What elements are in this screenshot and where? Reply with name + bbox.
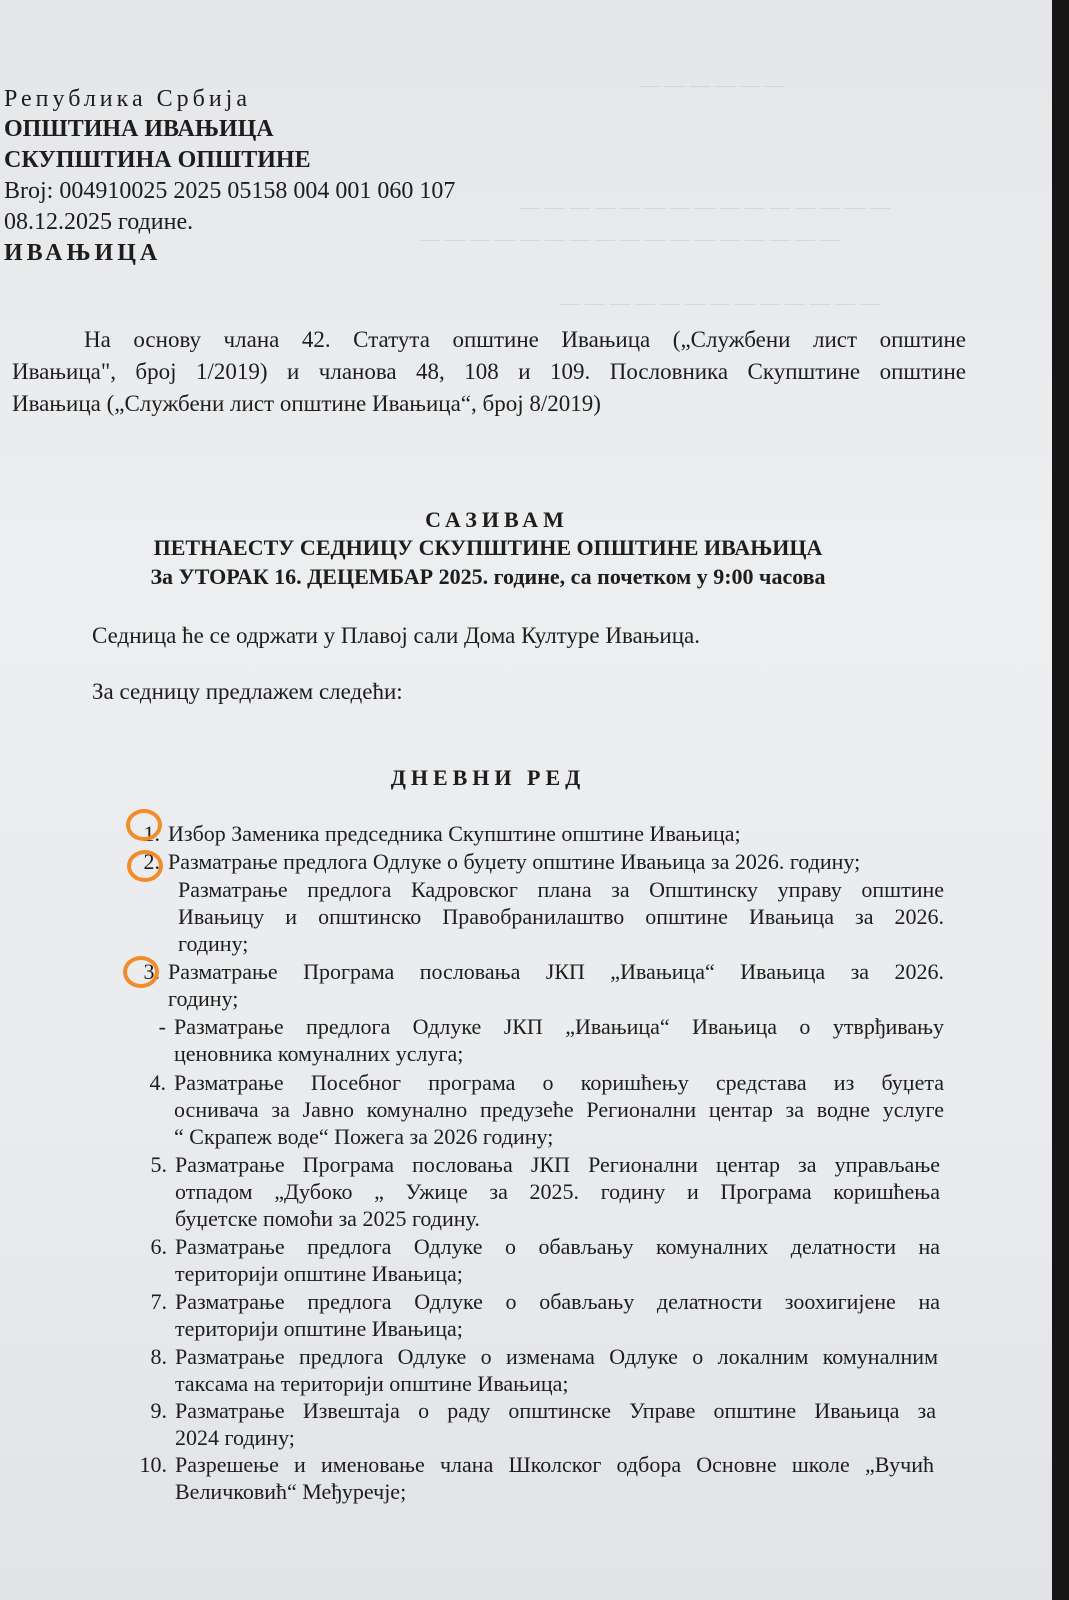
agenda-intro: За седницу предлажем следећи: [92,679,403,704]
agenda-item [136,1069,944,1150]
agenda-item-text [178,876,944,957]
agenda-item [137,1233,940,1287]
agenda-item-line: ценовника комуналних услуга; [174,1041,464,1066]
annotation-circle [126,809,162,841]
agenda-item [137,1151,940,1232]
bleed-through: — — — — — — — — — — — — — — — [520,196,890,218]
agenda-item-line: “ Скрапеж воде“ Пожега за 2026 годину; [174,1124,554,1149]
agenda-item-number: 3. [143,959,160,984]
agenda-item-text [175,1233,940,1287]
agenda-item-line: Разматрање предлога Одлуке о изменама Одлуке о локалним комуналним [175,1344,938,1369]
preamble-line: Ивањица („Службени лист општине Ивањица“, број 8/2019) [12,391,601,416]
agenda-item-line: Разматрање Програма пословања ЈКП Регионални центар за управљање [175,1152,940,1177]
agenda-item-line: годину; [178,931,249,956]
agenda-item-number: 4. [149,1070,166,1095]
agenda-item-line: Разматрање предлога Одлуке ЈКП „Ивањица“ Ивањица о утврђивању [174,1014,944,1039]
agenda-item-line: Ивањицу и општинско Правобранилаштво општине Ивањица за 2026. [178,904,944,929]
agenda-item-text [175,1151,940,1232]
session-venue: Седница ће се одржати у Плавој сали Дома Културе Ивањица. [92,623,700,648]
agenda-item-line: 2024 годину; [175,1425,295,1450]
preamble-line: На основу члана 42. Статута општине Ивањица („Службени лист општине [84,327,966,352]
agenda-item-text [175,1397,936,1451]
bleed-through: — — — — — — [640,74,785,96]
agenda-item-line: територији општине Ивањица; [175,1261,463,1286]
bleed-through: — — — — — — — — — — — — — — — — — [420,228,840,250]
agenda-item-line: оснивача за Јавно комунално предузеће Регионални центар за водне услуге [174,1097,944,1122]
document-number: Broj: 004910025 2025 05158 004 001 060 107 [4,178,456,204]
assembly-name: СКУПШТИНА ОПШТИНЕ [4,147,311,173]
agenda-item-number: 5. [150,1152,167,1177]
session-datetime: За УТОРАК 16. ДЕЦЕМБАР 2025. године, са почетком у 9:00 часова [150,564,826,589]
agenda-item-line: отпадом „Дубоко „ Ужице за 2025. годину и Програма коришћења [175,1179,940,1204]
agenda-item-line: буџетске помоћи за 2025 годину. [175,1206,480,1231]
agenda-item-text [175,1343,938,1397]
document-date: 08.12.2025 године. [4,209,194,235]
agenda-item-number: 1. [143,821,160,846]
agenda-item-number: 6. [150,1234,167,1259]
agenda-item-number: - [158,1014,166,1039]
agenda-item-line: Разматрање предлога Одлуке о буџету општине Ивањица за 2026. годину; [168,849,861,874]
agenda-item-line: Разматрање предлога Одлуке о обављању делатности зоохигијене на [175,1289,940,1314]
bleed-through: — — — — — — — — — — — — — [560,292,880,314]
agenda-item-text [168,848,944,875]
agenda-item-line: Разматрање Извештаја о раду општинске Управе општине Ивањица за [175,1398,936,1423]
agenda-item-line: Разматрање Посебног програма о коришћењу средстава из буџета [174,1070,944,1095]
session-title: ПЕТНАЕСТУ СЕДНИЦУ СКУПШТИНЕ ОПШТИНЕ ИВАЊИЦА [153,535,823,560]
agenda-item-text [174,1069,944,1150]
annotation-circle [127,850,163,882]
city-name: ИВАЊИЦА [4,240,162,266]
agenda-item-number: 10. [139,1452,167,1477]
agenda-title: ДНЕВНИ РЕД [390,765,586,790]
agenda-item-number: 7. [150,1289,167,1314]
municipality-name: ОПШТИНА ИВАЊИЦА [4,116,274,142]
annotation-circle [123,956,159,988]
agenda-item-text [175,1451,934,1505]
agenda-item-line: територији општине Ивањица; [175,1316,463,1341]
agenda-item [130,848,944,875]
agenda-item-line: Избор Заменика председника Скупштине општине Ивањица; [168,821,741,846]
page-edge-shadow [1052,0,1069,1600]
agenda-item-line: Разматрање предлога Кадровског плана за Општинску управу општине [178,877,944,902]
agenda-item-line: таксама на територији општине Ивањица; [175,1371,569,1396]
agenda-item [137,1451,934,1505]
preamble [12,324,966,420]
agenda-item-line: Разматрање предлога Одлуке о обављању комуналних делатности на [175,1234,940,1259]
agenda-item-line: Разматрање Програма пословања ЈКП „Ивањица“ Ивањица за 2026. [168,959,944,984]
agenda-item-line: годину; [168,986,239,1011]
agenda-item [130,820,944,847]
agenda-item [130,958,944,1012]
agenda-item [136,1013,944,1067]
agenda-item-text [175,1288,940,1342]
agenda-item [137,1288,940,1342]
agenda-item-number: 8. [150,1344,167,1369]
agenda-item-number: 2. [143,849,160,874]
convocation-heading: САЗИВАМ [425,507,569,532]
agenda-item [137,1397,936,1451]
agenda-item [137,1343,938,1397]
republic-label: Република Србија [4,86,251,112]
agenda-item-text [168,820,944,847]
preamble-line: Ивањица", број 1/2019) и чланова 48, 108 и 109. Пословника Скупштине општине [12,359,966,384]
agenda-item-line: Величковић“ Међуречје; [175,1479,407,1504]
agenda-item [140,876,944,957]
agenda-item-text [168,958,944,1012]
agenda-item-number: 9. [150,1398,167,1423]
agenda-item-line: Разрешење и именовање члана Школског одбора Основне школе „Вучић [175,1452,934,1477]
agenda-item-text [174,1013,944,1067]
